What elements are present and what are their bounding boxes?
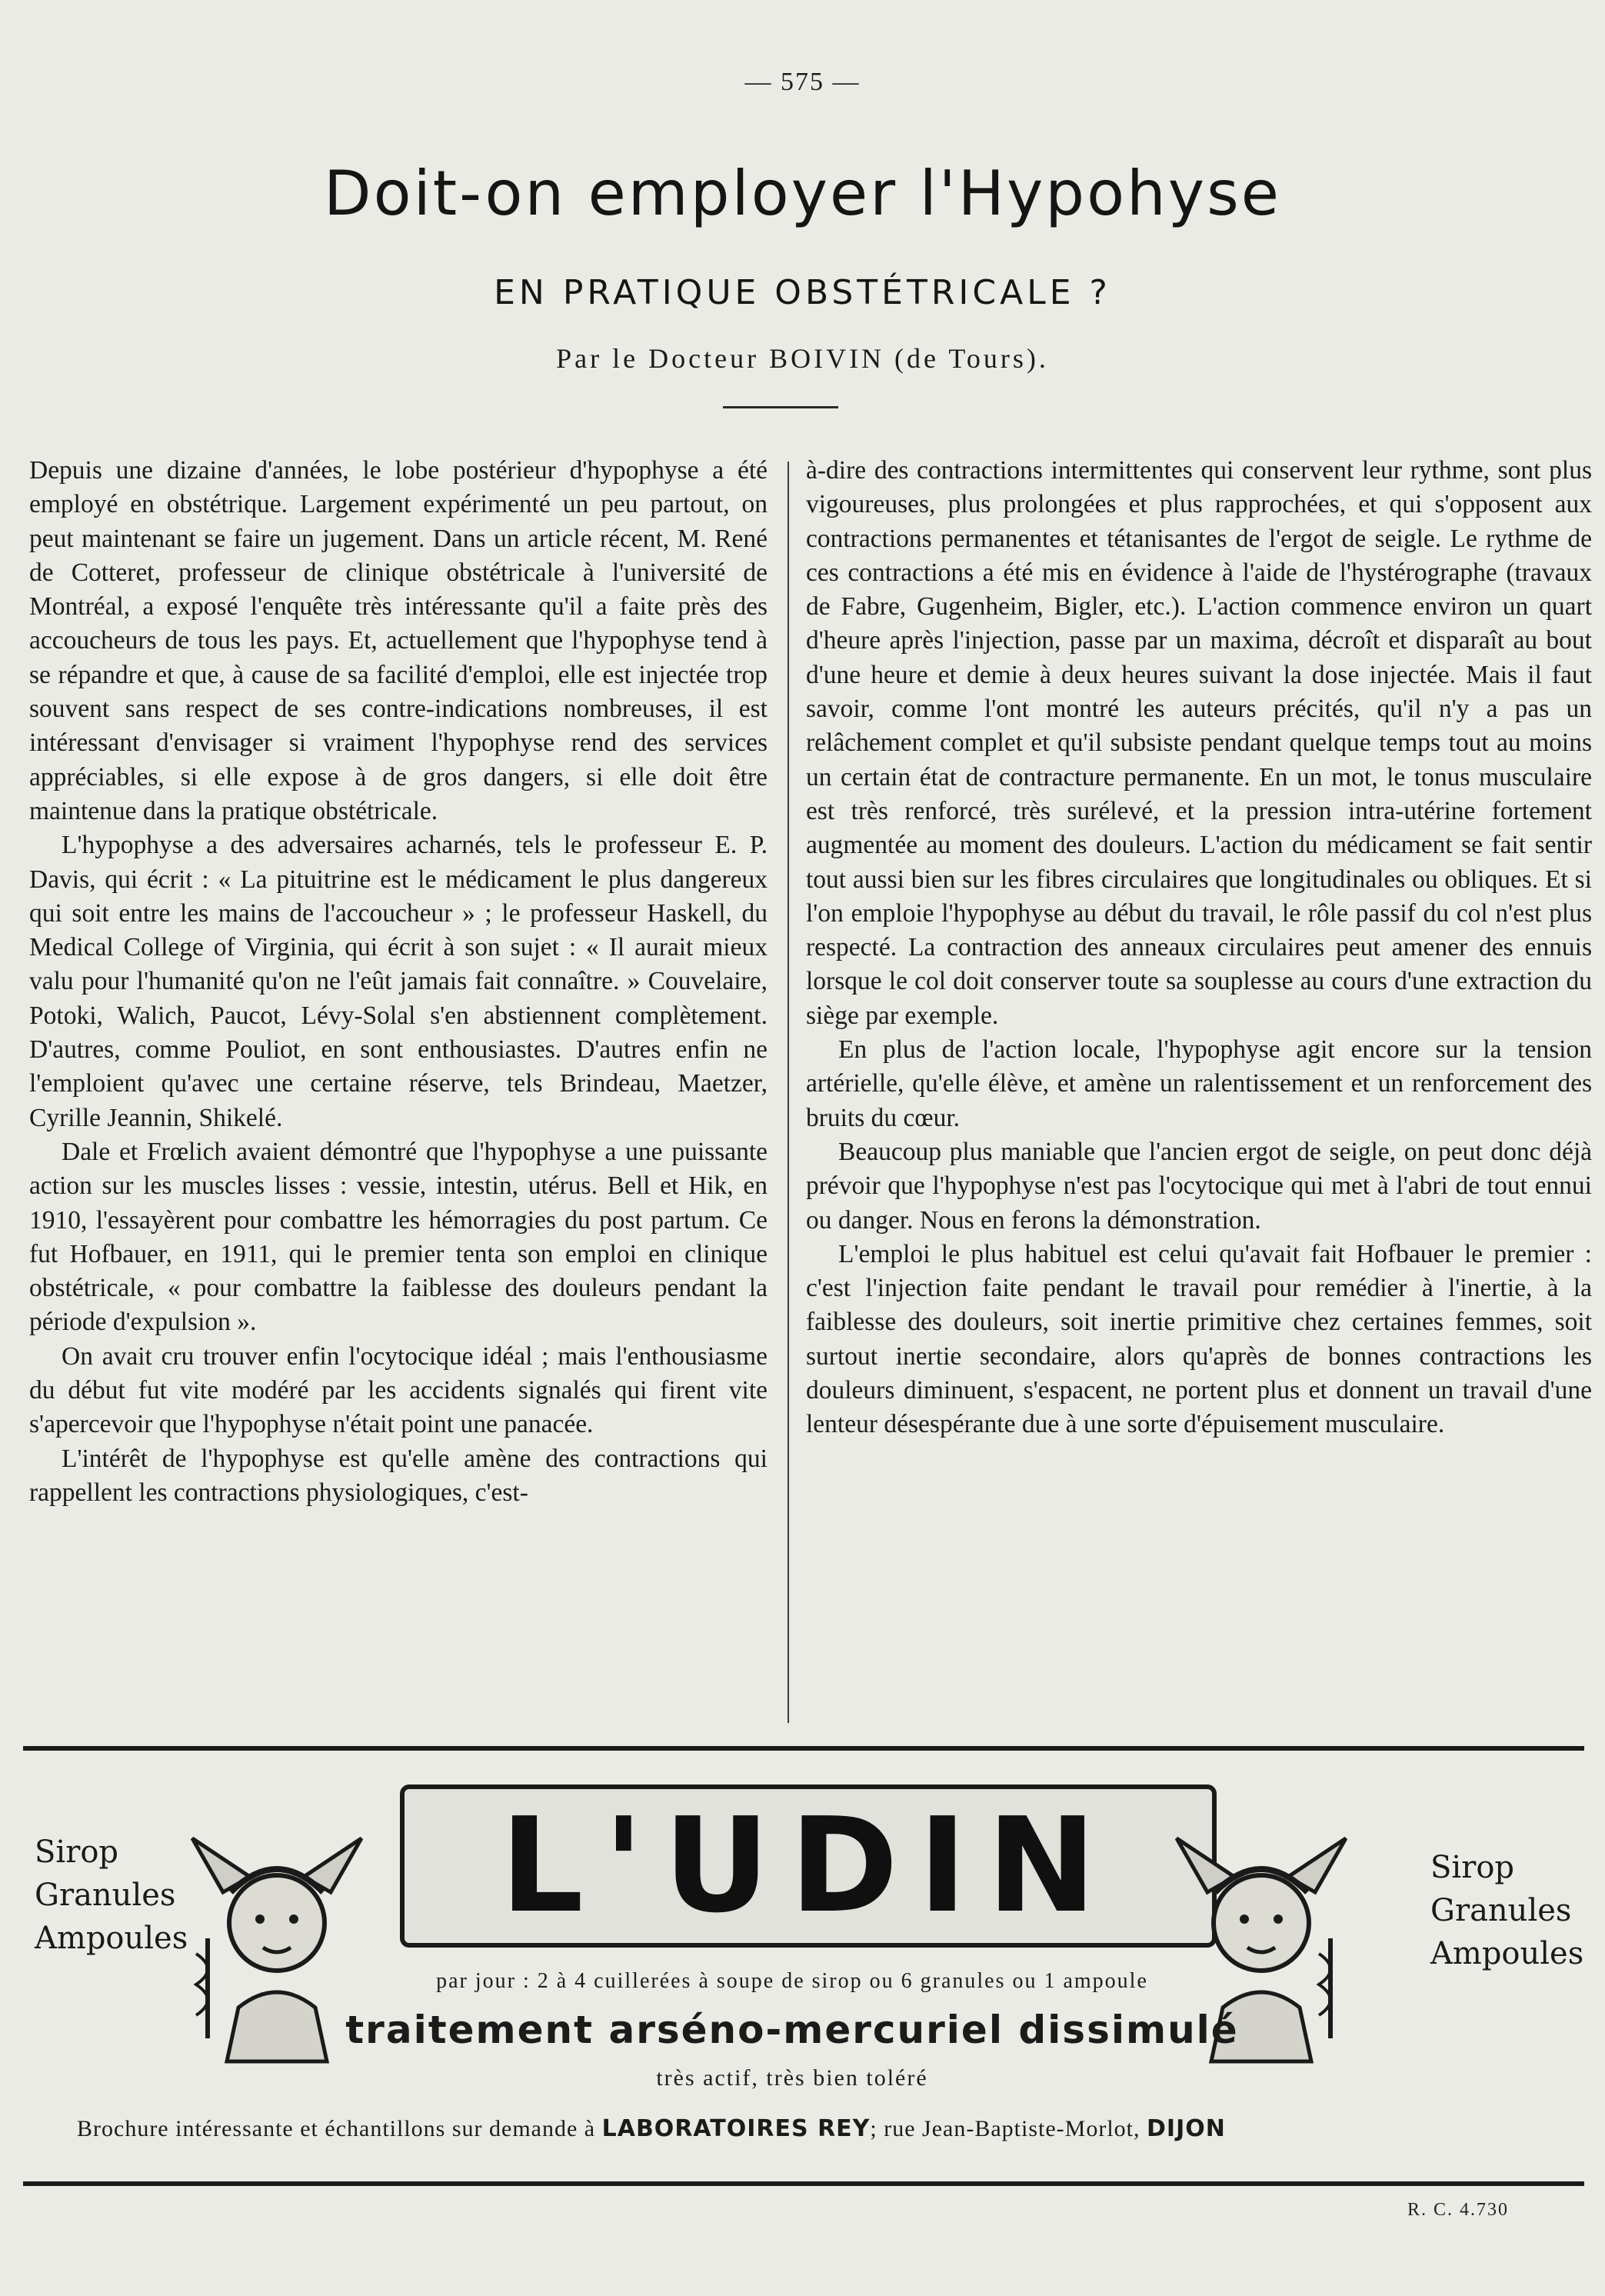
- ad-side-left: [35, 1831, 188, 1960]
- paragraph: On avait cru trouver enfin l'ocytocique idéal ; mais l'enthousiasme du début fut vite modéré par les accidents signalés qui firent vite s'apercevoir que l'hypophyse n'était point une panacée.: [29, 1341, 768, 1439]
- title-rule: [723, 406, 838, 408]
- ad-side-right: [1430, 1846, 1583, 1975]
- paragraph: L'intérêt de l'hypophyse est qu'elle amène des contractions qui rappellent les contractions physiologiques, c'est-: [29, 1444, 768, 1507]
- ad-dosage: par jour : 2 à 4 cuillerées à soupe de sirop ou 6 granules ou 1 ampoule: [436, 1969, 1148, 1993]
- article-column-right: [806, 454, 1592, 1442]
- ad-side-item: Sirop: [1430, 1850, 1515, 1885]
- article-subtitle: EN PRATIQUE OBSTÉTRICALE ?: [494, 273, 1111, 312]
- ad-tolerance: très actif, très bien toléré: [656, 2065, 928, 2091]
- ad-slogan: traitement arséno-mercuriel dissimulé: [345, 2008, 1239, 2052]
- paragraph: L'emploi le plus habituel est celui qu'avait fait Hofbauer le premier : c'est l'injection faite pendant le travail pour remédier à l'inertie, à la faiblesse des douleurs, soit inertie primitive chez certaines femmes, soit surtout inertie secondaire, alors qu'après de bonnes contractions les douleurs diminuent, s'espacent, ne portent plus et donnent un travail d'une lenteur désespérante due à une sorte d'épuisement musculaire.: [806, 1239, 1592, 1439]
- ad-reference: R. C. 4.730: [1407, 2200, 1510, 2220]
- paragraph: Beaucoup plus maniable que l'ancien ergot de seigle, on peut donc déjà prévoir que l'hypophyse n'est pas l'ocytocique qui met à l'abri de tout ennui ou danger. Nous en ferons la démonstration.: [806, 1137, 1592, 1235]
- ad-side-item: Sirop: [35, 1834, 119, 1870]
- page-number: — 575 —: [744, 68, 861, 96]
- ad-footer-lab: LABORATOIRES REY: [601, 2115, 871, 2142]
- ad-side-item: Granules: [35, 1878, 176, 1913]
- paragraph: Dale et Frœlich avaient démontré que l'hypophyse a une puissante action sur les muscles lisses : vessie, intestin, utérus. Bell et Hik, en 1910, l'essayèrent pour combattre les hémorragies du post partum. Ce fut Hofbauer, en 1911, qui le premier tenta son emploi en clinique obstétricale, « pour combattre la faiblesse des douleurs pendant la période d'expulsion ».: [29, 1137, 768, 1337]
- brand-name: L'UDIN: [500, 1790, 1117, 1942]
- column-separator: [788, 462, 789, 1723]
- brand-panel: [400, 1784, 1217, 1948]
- ad-footer-city: DIJON: [1147, 2115, 1226, 2142]
- ad-side-item: Granules: [1430, 1893, 1572, 1928]
- paragraph: Depuis une dizaine d'années, le lobe postérieur d'hypophyse a été employé en obstétrique. Largement expérimenté un peu partout, on peut maintenant se faire un jugement. Dans un article récent, M. René de Cotteret, professeur de clinique obstétricale à l'université de Montréal, a exposé l'enquête très intéressante qu'il a faite près des accoucheurs de tous les pays. Et, actuellement que l'hypophyse tend à se répandre et que, à cause de sa facilité d'emploi, elle est injectée trop souvent sans respect de ses contre-indications nombreuses, il est intéressant d'envisager si vraiment l'hypophyse rend des services appréciables, si elle expose à de gros dangers, si elle doit être maintenue dans la pratique obstétricale.: [29, 456, 768, 825]
- ad-footer: [77, 2115, 1400, 2142]
- paragraph: L'hypophyse a des adversaires acharnés, tels le professeur E. P. Davis, qui écrit : « La pituitrine est le médicament le plus dangereux qui soit entre les mains de l'accoucheur » ; le professeur Haskell, du Medical College of Virginia, qui écrit à son sujet : « Il aurait mieux valu pour l'humanité qu'on ne l'eût jamais fait connaître. » Couvelaire, Potoki, Walich, Paucot, Lévy-Solal s'en abstiennent complètement. D'autres, comme Pouliot, en sont enthousiastes. D'autres enfin ne l'emploient qu'avec une certaine réserve, tels Brindeau, Maetzer, Cyrille Jeannin, Shikelé.: [29, 831, 768, 1132]
- advertisement: [0, 1746, 1605, 2220]
- article-title: Doit-on employer l'Hypohyse: [324, 158, 1281, 229]
- article-byline: Par le Docteur BOIVIN (de Tours).: [556, 343, 1049, 374]
- ad-side-item: Ampoules: [1430, 1936, 1584, 1971]
- paragraph: à-dire des contractions intermittentes qui conservent leur rythme, sont plus vigoureuses, plus prolongées et plus rapprochées, et qui s'opposent aux contractions permanentes et tétanisantes de l'ergot de seigle. Le rythme de ces contractions a été mis en évidence à l'aide de l'hystérographe (travaux de Fabre, Gugenheim, Bigler, etc.). L'action commence environ un quart d'heure après l'injection, passe par un maxima, décroît et disparaît au bout d'une heure et demie à deux heures suivant la dose injectée. Mais il faut savoir, comme l'ont montré les auteurs précités, qu'il n'y a pas un relâchement complet et qu'il subsiste pendant quelque temps tout au moins un certain état de contracture permanente. En un mot, le tonus musculaire est très renforcé, très surélevé, et la pression intra-utérine fortement augmentée au moment des douleurs. L'action du médicament se fait sentir tout aussi bien sur les fibres circulaires que longitudinales ou obliques. Et si l'on emploie l'hypophyse au début du travail, le rôle passif du col n'est plus respecté. La contraction des anneaux circulaires peut amener des ennuis lorsque le col doit conserver toute sa souplesse au cours d'une extraction du siège par exemple.: [806, 456, 1592, 1030]
- article-column-left: [29, 454, 768, 1510]
- paragraph: En plus de l'action locale, l'hypophyse agit encore sur la tension artérielle, qu'elle élève, et amène un ralentissement et un renforcement des bruits du cœur.: [806, 1035, 1592, 1132]
- ad-footer-prefix: Brochure intéressante et échantillons sur demande à: [77, 2116, 602, 2141]
- ad-footer-mid: ; rue Jean-Baptiste-Morlot,: [870, 2116, 1147, 2141]
- ad-side-item: Ampoules: [35, 1921, 188, 1956]
